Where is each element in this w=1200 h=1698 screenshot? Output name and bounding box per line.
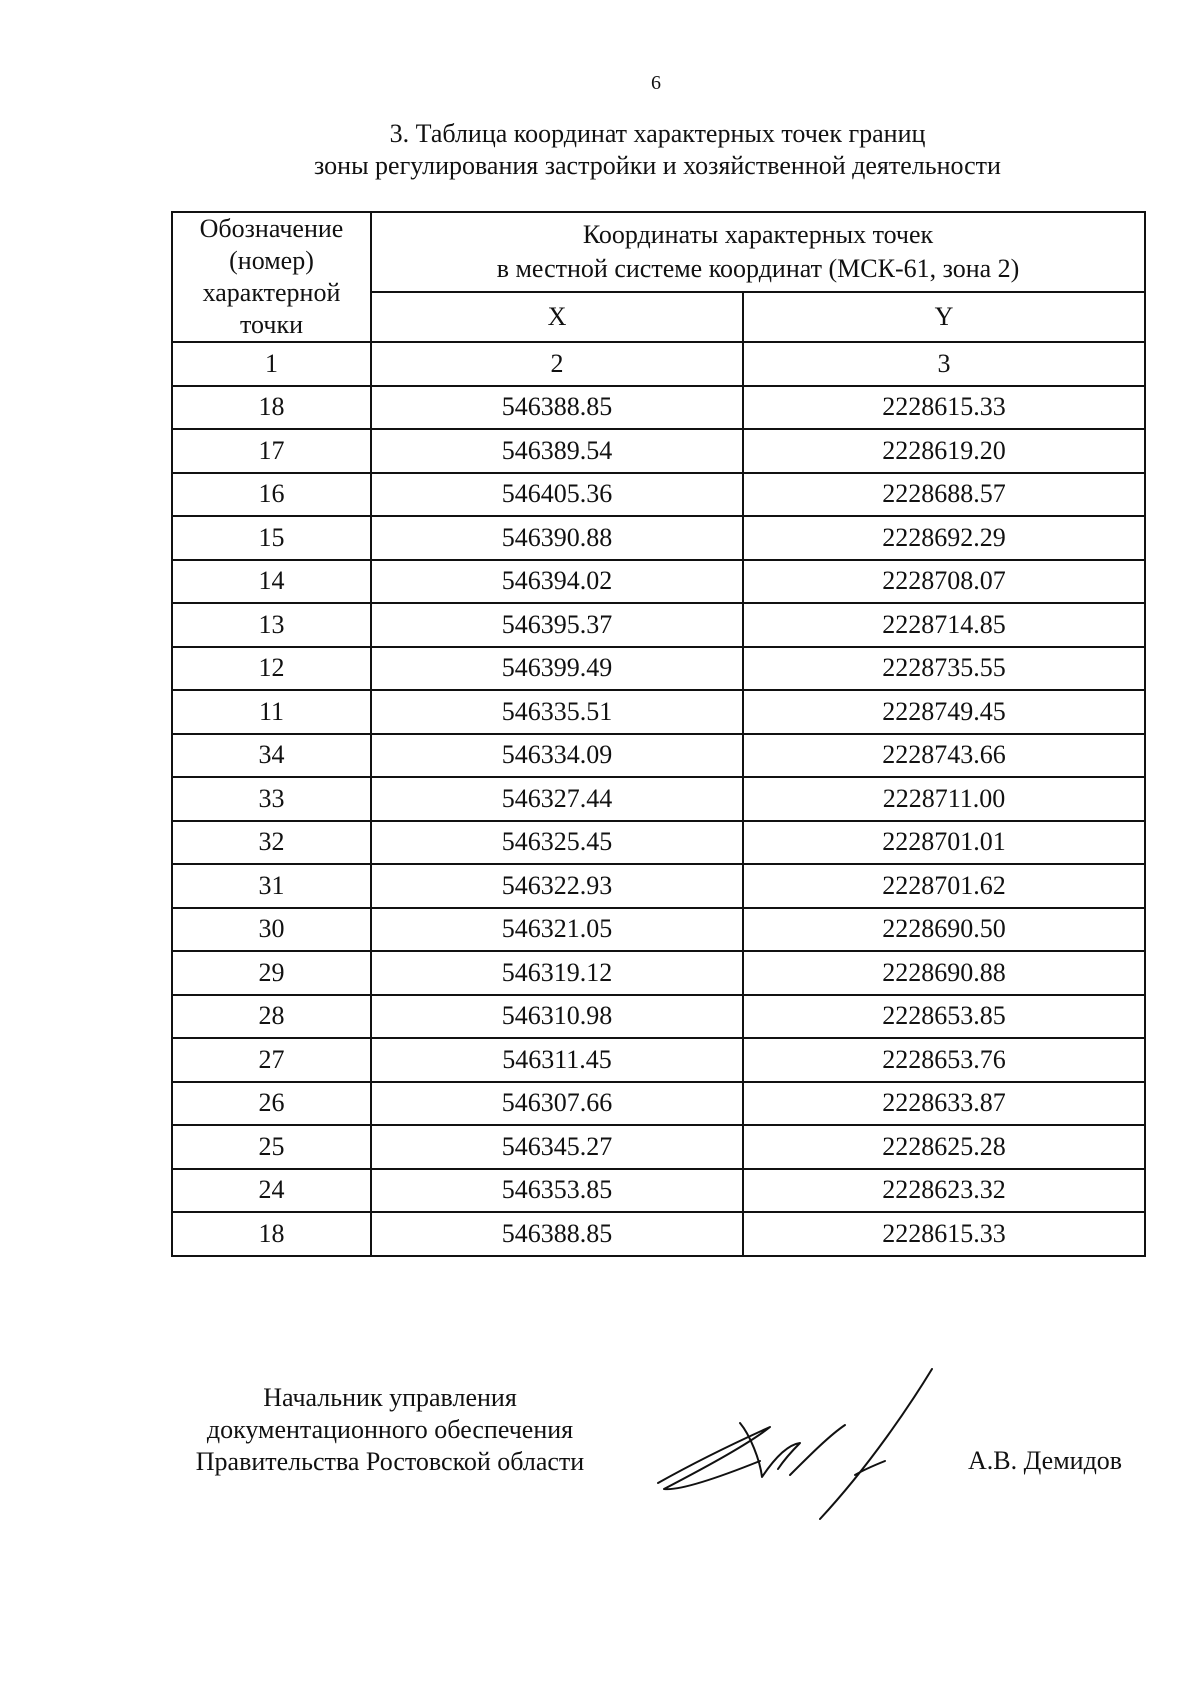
point-number-cell: 26 — [172, 1082, 371, 1126]
x-coordinate-cell: 546310.98 — [371, 995, 743, 1039]
table-row — [172, 951, 1145, 995]
table-row — [172, 734, 1145, 778]
point-number-cell: 18 — [172, 1212, 371, 1256]
y-coordinate-cell: 2228692.29 — [743, 516, 1145, 560]
table-row — [172, 473, 1145, 517]
document-title — [171, 118, 1144, 182]
position-line-3: Правительства Ростовской области — [195, 1447, 585, 1476]
y-coordinate-cell: 2228711.00 — [743, 777, 1145, 821]
x-coordinate-cell: 546405.36 — [371, 473, 743, 517]
y-coordinate-cell: 2228688.57 — [743, 473, 1145, 517]
y-coordinate-cell: 2228690.88 — [743, 951, 1145, 995]
table-row — [172, 386, 1145, 430]
table-row — [172, 908, 1145, 952]
x-coordinate-cell: 546390.88 — [371, 516, 743, 560]
x-coordinate-cell: 546325.45 — [371, 821, 743, 865]
point-number-cell: 12 — [172, 647, 371, 691]
table-row — [172, 995, 1145, 1039]
table-body — [172, 342, 1145, 1256]
handwritten-signature — [650, 1365, 950, 1525]
x-coordinate-cell: 546319.12 — [371, 951, 743, 995]
table-row — [172, 1082, 1145, 1126]
table-row — [172, 516, 1145, 560]
x-coordinate-cell: 546321.05 — [371, 908, 743, 952]
x-coordinate-cell: 546388.85 — [371, 386, 743, 430]
signatory-position — [160, 1382, 620, 1478]
point-number-cell: 29 — [172, 951, 371, 995]
point-number-cell: 14 — [172, 560, 371, 604]
header-coordinates — [371, 212, 1145, 292]
point-number-cell: 25 — [172, 1125, 371, 1169]
y-coordinate-cell: 2228735.55 — [743, 647, 1145, 691]
point-number-cell: 33 — [172, 777, 371, 821]
header-point-line-3: характерной — [202, 278, 341, 307]
y-coordinate-cell: 2228743.66 — [743, 734, 1145, 778]
x-coordinate-cell: 546353.85 — [371, 1169, 743, 1213]
point-number-cell: 30 — [172, 908, 371, 952]
table-row — [172, 777, 1145, 821]
y-coordinate-cell: 2228623.32 — [743, 1169, 1145, 1213]
y-coordinate-cell: 2228749.45 — [743, 690, 1145, 734]
title-line-2: зоны регулирования застройки и хозяйственной деятельности — [314, 151, 1001, 180]
x-coordinate-cell: 546394.02 — [371, 560, 743, 604]
column-number-2: 2 — [371, 342, 743, 386]
point-number-cell: 31 — [172, 864, 371, 908]
header-y: Y — [743, 292, 1145, 342]
x-coordinate-cell: 546395.37 — [371, 603, 743, 647]
y-coordinate-cell: 2228615.33 — [743, 386, 1145, 430]
x-coordinate-cell: 546334.09 — [371, 734, 743, 778]
point-number-cell: 34 — [172, 734, 371, 778]
x-coordinate-cell: 546311.45 — [371, 1038, 743, 1082]
y-coordinate-cell: 2228619.20 — [743, 429, 1145, 473]
x-coordinate-cell: 546335.51 — [371, 690, 743, 734]
header-point-line-2: (номер) — [229, 246, 314, 275]
y-coordinate-cell: 2228708.07 — [743, 560, 1145, 604]
point-number-cell: 24 — [172, 1169, 371, 1213]
header-coords-line-2: в местной системе координат (МСК-61, зона 2) — [496, 254, 1020, 284]
y-coordinate-cell: 2228615.33 — [743, 1212, 1145, 1256]
y-coordinate-cell: 2228653.76 — [743, 1038, 1145, 1082]
signatory-name: А.В. Демидов — [968, 1446, 1123, 1475]
position-line-2: документационного обеспечения — [206, 1415, 574, 1444]
header-x: X — [371, 292, 743, 342]
y-coordinate-cell: 2228701.62 — [743, 864, 1145, 908]
position-line-1: Начальник управления — [263, 1383, 517, 1412]
header-point-line-1: Обозначение — [199, 214, 344, 243]
table-row — [172, 1038, 1145, 1082]
point-number-cell: 27 — [172, 1038, 371, 1082]
table-row — [172, 603, 1145, 647]
point-number-cell: 15 — [172, 516, 371, 560]
table-row — [172, 1125, 1145, 1169]
column-number-3: 3 — [743, 342, 1145, 386]
table-row — [172, 560, 1145, 604]
table-row — [172, 1212, 1145, 1256]
point-number-cell: 16 — [172, 473, 371, 517]
table-row — [172, 429, 1145, 473]
x-coordinate-cell: 546399.49 — [371, 647, 743, 691]
point-number-cell: 11 — [172, 690, 371, 734]
table-row — [172, 1169, 1145, 1213]
header-point-designation — [172, 212, 371, 342]
column-number-1: 1 — [172, 342, 371, 386]
y-coordinate-cell: 2228633.87 — [743, 1082, 1145, 1126]
point-number-cell: 13 — [172, 603, 371, 647]
x-coordinate-cell: 546389.54 — [371, 429, 743, 473]
point-number-cell: 28 — [172, 995, 371, 1039]
x-coordinate-cell: 546307.66 — [371, 1082, 743, 1126]
x-coordinate-cell: 546327.44 — [371, 777, 743, 821]
y-coordinate-cell: 2228701.01 — [743, 821, 1145, 865]
column-number-row — [172, 342, 1145, 386]
x-coordinate-cell: 546322.93 — [371, 864, 743, 908]
table-row — [172, 690, 1145, 734]
y-coordinate-cell: 2228714.85 — [743, 603, 1145, 647]
table-row — [172, 647, 1145, 691]
y-coordinate-cell: 2228653.85 — [743, 995, 1145, 1039]
x-coordinate-cell: 546345.27 — [371, 1125, 743, 1169]
header-point-line-4: точки — [240, 310, 303, 339]
point-number-cell: 32 — [172, 821, 371, 865]
table-row — [172, 821, 1145, 865]
table-row — [172, 864, 1145, 908]
title-line-1: 3. Таблица координат характерных точек границ — [389, 119, 926, 148]
point-number-cell: 18 — [172, 386, 371, 430]
y-coordinate-cell: 2228690.50 — [743, 908, 1145, 952]
page-number: 6 — [651, 72, 661, 94]
coordinates-table — [171, 211, 1146, 1257]
y-coordinate-cell: 2228625.28 — [743, 1125, 1145, 1169]
header-coords-line-1: Координаты характерных точек — [582, 220, 934, 250]
point-number-cell: 17 — [172, 429, 371, 473]
x-coordinate-cell: 546388.85 — [371, 1212, 743, 1256]
